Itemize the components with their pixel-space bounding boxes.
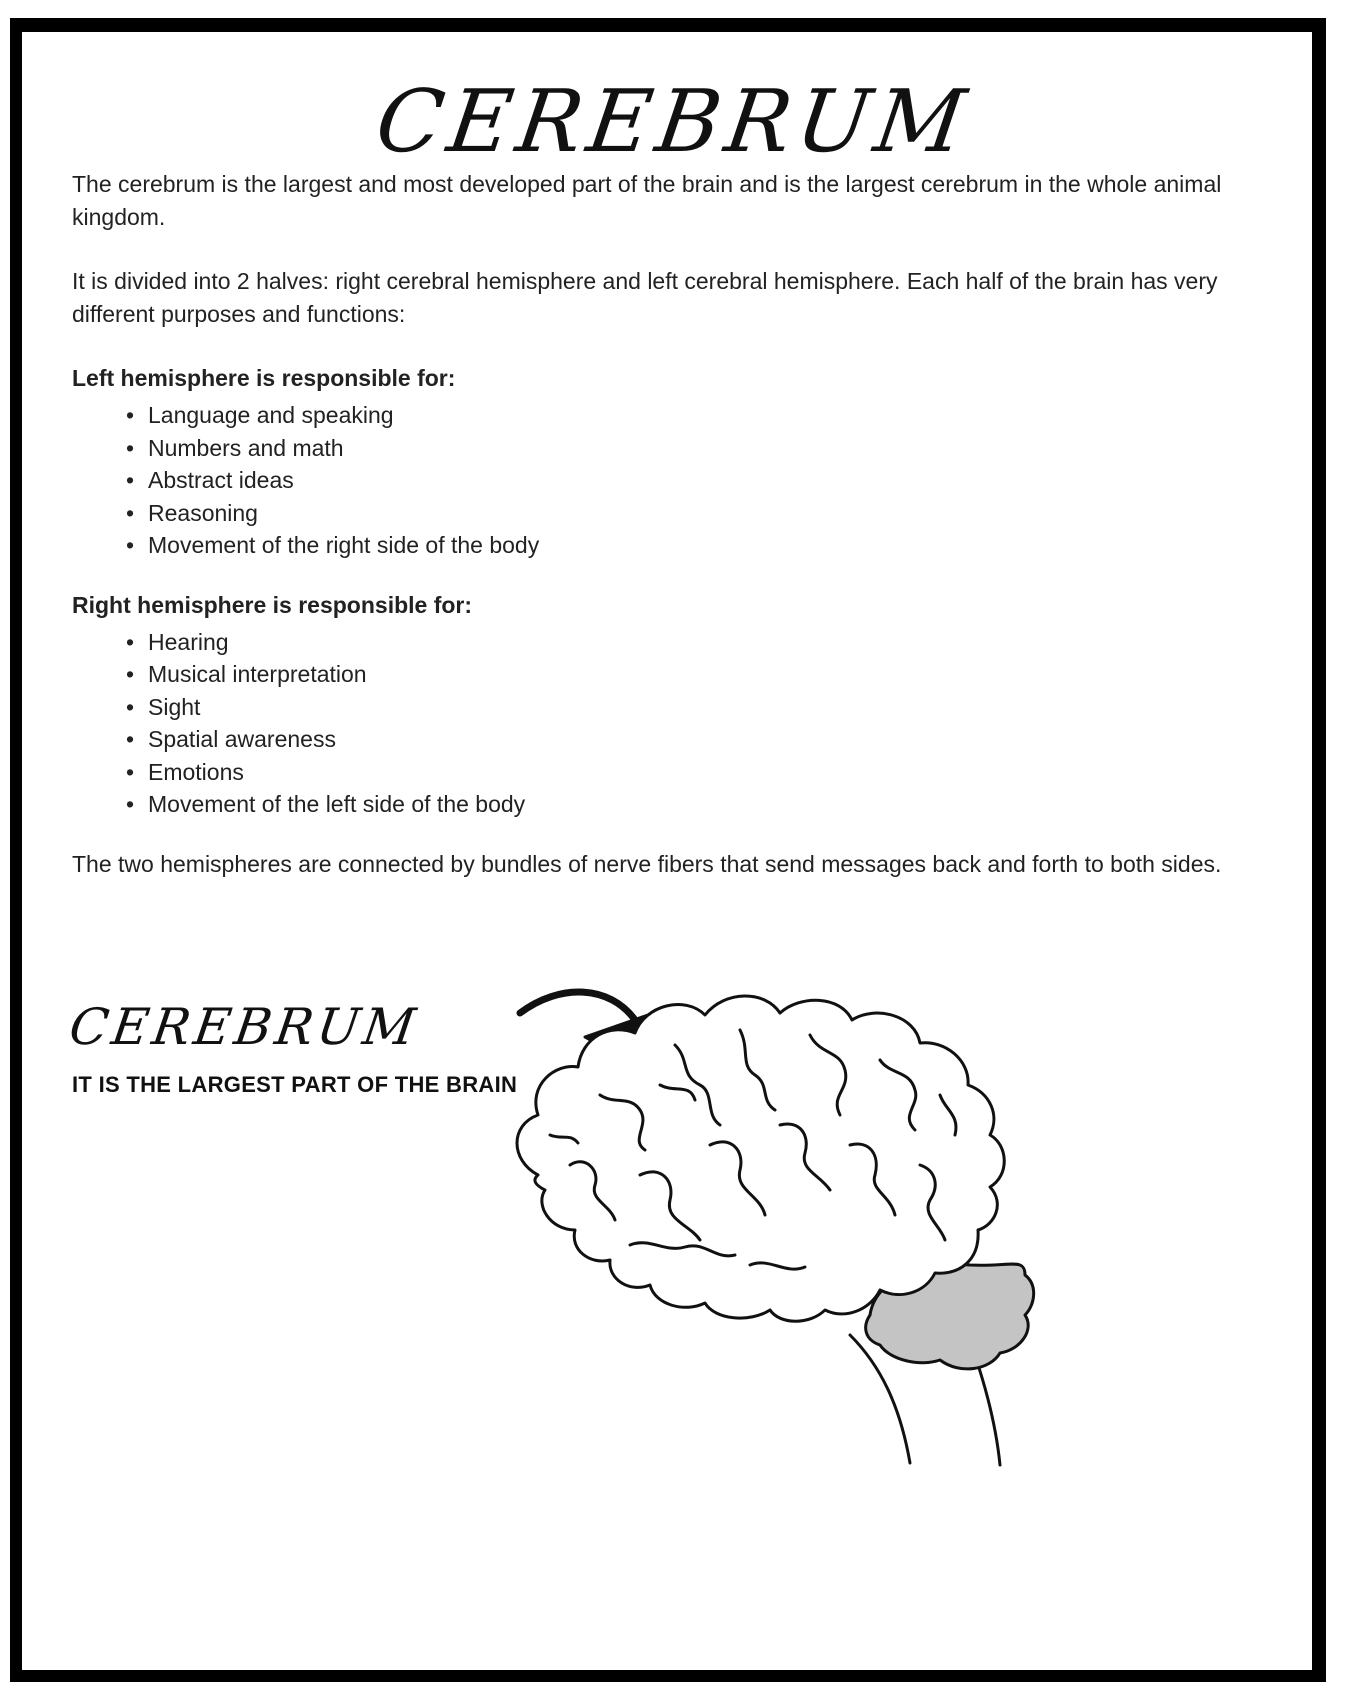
intro-paragraph: The cerebrum is the largest and most developed part of the brain and is the largest cerebrum in the whole animal kingdom. <box>72 171 1222 230</box>
conclusion-paragraph: The two hemispheres are connected by bundles of nerve fibers that send messages back and forth to both sides. <box>72 850 1222 877</box>
right-hemisphere-heading: Right hemisphere is responsible for: <box>72 591 473 618</box>
list-item: • Movement of the left side of the body <box>148 788 1287 821</box>
division-paragraph: It is divided into 2 halves: right cerebral hemisphere and left cerebral hemisphere. Each half of the brain has very different purposes and functions: <box>72 268 1218 327</box>
illustration-caption: IT IS THE LARGEST PART OF THE BRAIN <box>72 1072 518 1097</box>
list-item: • Movement of the right side of the body <box>148 529 1287 562</box>
left-hemisphere-heading: Left hemisphere is responsible for: <box>72 365 456 391</box>
list-item: • Hearing <box>148 626 1287 659</box>
right-hemisphere-list <box>72 626 1287 821</box>
brain-icon <box>517 996 1034 1465</box>
list-item: • Musical interpretation <box>148 658 1287 691</box>
list-item: • Spatial awareness <box>148 723 1287 756</box>
list-item: • Language and speaking <box>148 399 1287 432</box>
list-item: • Reasoning <box>148 497 1287 530</box>
list-item: • Sight <box>148 691 1287 724</box>
illustration-title: CEREBRUM <box>65 998 423 1056</box>
list-item: • Emotions <box>148 756 1287 789</box>
document-body <box>72 168 1287 912</box>
brain-illustration <box>490 975 1130 1515</box>
list-item: • Numbers and math <box>148 432 1287 465</box>
page-title: CEREBRUM <box>370 72 977 172</box>
list-item: • Abstract ideas <box>148 464 1287 497</box>
left-hemisphere-list <box>72 399 1287 562</box>
